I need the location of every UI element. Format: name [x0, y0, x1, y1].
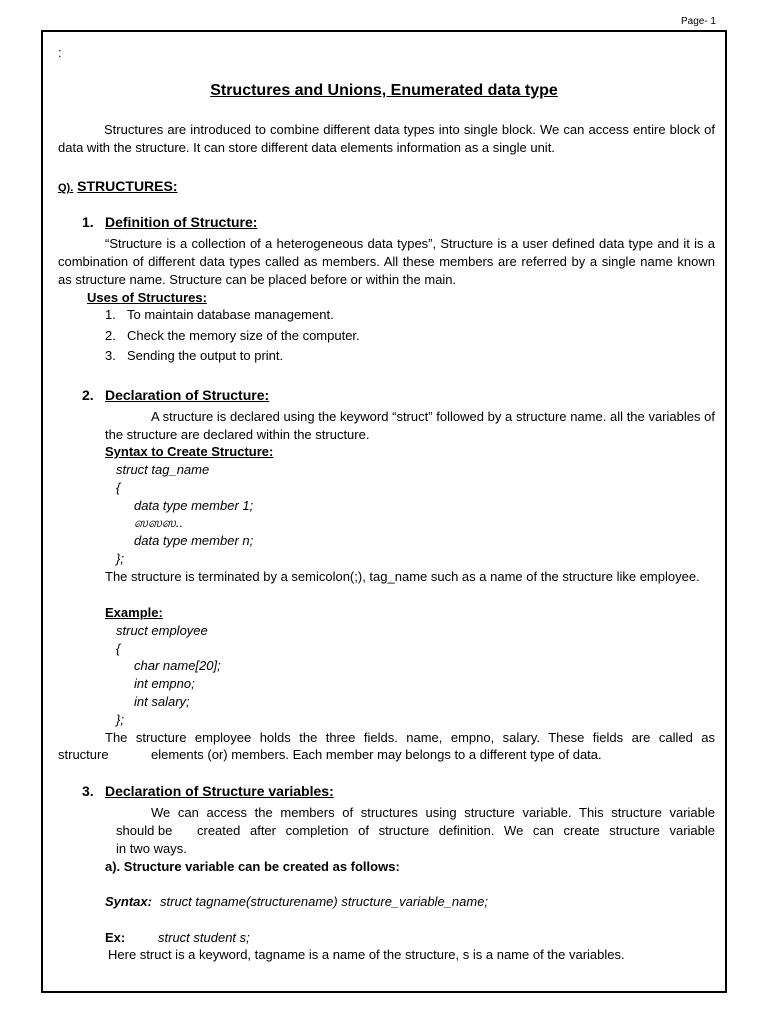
code-line: }; — [116, 551, 124, 566]
sec1-paragraph: “Structure is a collection of a heterogeneous data types”, Structure is a user defined data type and it is a combination of different data types called as members. All these members are referred by a single name known as structure name. Structure can be placed before or within the main. — [58, 236, 715, 287]
section-q-heading — [58, 177, 178, 197]
sec2-paragraph-3-line-2b: elements (or) members. Each member may belongs to a different type of data. — [151, 747, 602, 762]
code-line: data type member 1; — [134, 498, 254, 513]
code-line: }; — [116, 712, 124, 727]
sec3-number: 3. — [82, 783, 94, 799]
sec3-paragraph-line-1: We can access the members of structures using structure variable. This structure variable — [151, 805, 715, 820]
example-heading: Example: — [105, 605, 163, 620]
syntax-label: Syntax: — [105, 894, 152, 909]
sec3-paragraph-line-2a: should be — [116, 823, 173, 838]
code-line: { — [116, 641, 121, 656]
sec2-heading: Declaration of Structure: — [105, 387, 270, 403]
sec2-number: 2. — [82, 387, 94, 403]
syntax-text: struct tagname(structurename) structure_variable_name; — [160, 894, 489, 909]
code-line: struct employee — [116, 623, 208, 638]
sec2-paragraph-3-line-2a: structure — [58, 747, 109, 762]
list-item-number: 2. — [105, 328, 116, 343]
example-label: Ex: — [105, 930, 126, 945]
sec1-heading: Definition of Structure: — [105, 214, 258, 230]
code-line: struct tag_name — [116, 462, 210, 477]
leading-colon: : — [58, 45, 62, 60]
sec1-number: 1. — [82, 214, 94, 230]
sec2-paragraph-3-line-1: The structure employee holds the three fields. name, empno, salary. These fields are called as — [105, 730, 715, 745]
list-item: Check the memory size of the computer. — [127, 328, 360, 343]
sec3-heading: Declaration of Structure variables: — [105, 783, 334, 799]
code-line: ஸஸஸ.. — [134, 515, 184, 530]
sec3-paragraph-line-2b: created after completion of structure definition. We can create structure variable — [197, 823, 715, 838]
sec3-paragraph-line-3: in two ways. — [116, 841, 187, 856]
list-item: Sending the output to print. — [127, 348, 284, 363]
list-item-number: 1. — [105, 307, 116, 322]
list-item-number: 3. — [105, 348, 116, 363]
final-paragraph: Here struct is a keyword, tagname is a name of the structure, s is a name of the variables. — [108, 947, 625, 962]
code-line: { — [116, 480, 121, 495]
page-title: Structures and Unions, Enumerated data type — [210, 82, 558, 99]
example-text: struct student s; — [158, 930, 250, 945]
sec2-paragraph: A structure is declared using the keyword “struct” followed by a structure name. all the variables of the structure are declared within the structure. — [105, 409, 715, 442]
code-line: data type member n; — [134, 533, 254, 548]
list-item: To maintain database management. — [127, 307, 334, 322]
sub-heading-a: a). Structure variable can be created as follows: — [105, 859, 400, 874]
code-line: int salary; — [134, 694, 190, 709]
code-line: char name[20]; — [134, 658, 221, 673]
uses-heading: Uses of Structures: — [87, 290, 207, 305]
intro-paragraph: Structures are introduced to combine different data types into single block. We can access entire block of data with the structure. It can store different data elements information as a single unit. — [58, 122, 715, 155]
sec2-paragraph-2: The structure is terminated by a semicolon(;), tag_name such as a name of the structure like employee. — [105, 569, 700, 584]
page-number: Page- 1 — [680, 16, 716, 27]
syntax-heading: Syntax to Create Structure: — [105, 444, 274, 459]
code-line: int empno; — [134, 676, 195, 691]
section-q-prefix: Q). — [58, 182, 74, 194]
section-q-label: STRUCTURES: — [77, 178, 178, 194]
